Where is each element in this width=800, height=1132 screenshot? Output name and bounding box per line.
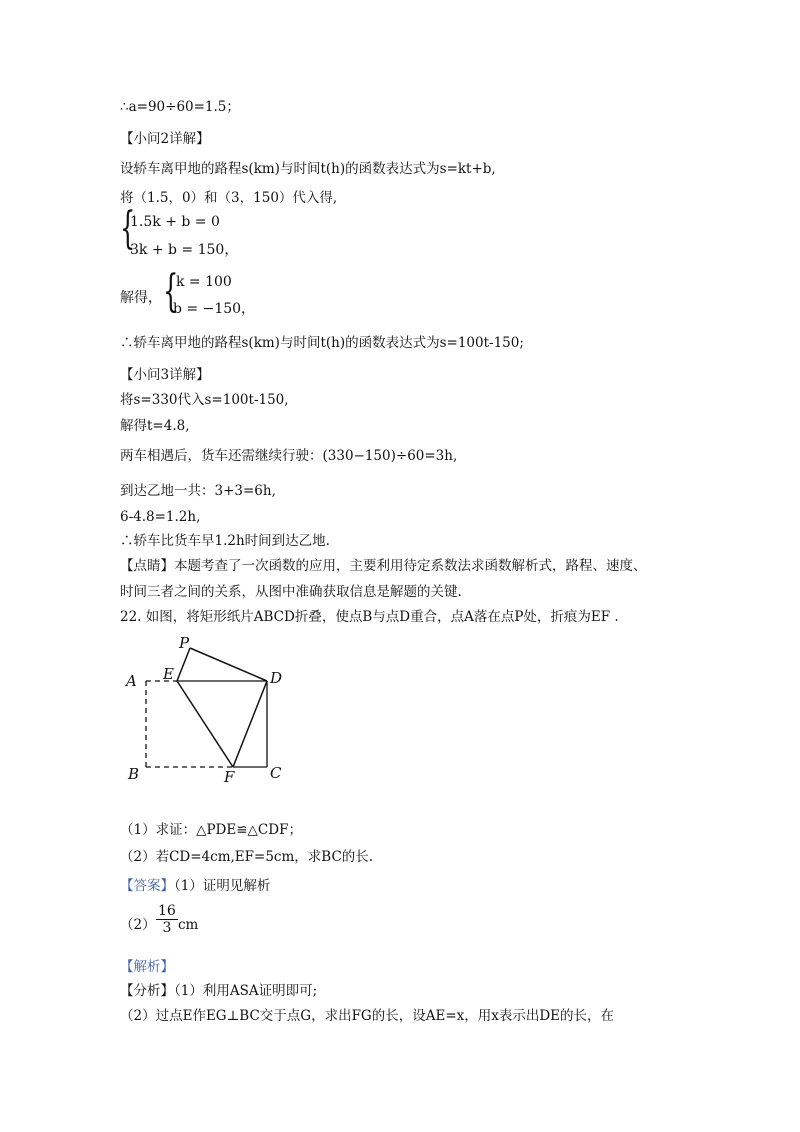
label-B: B: [128, 765, 140, 783]
unit: cm: [178, 917, 199, 933]
text-line: 到达乙地一共：3+3=6h,: [120, 483, 276, 499]
brace: {: [120, 203, 136, 254]
equation-row: 1.5k + b = 0: [130, 214, 220, 230]
edge-DF: [233, 681, 267, 767]
text-line: 设轿车离甲地的路程s(km)与时间t(h)的函数表达式为s=kt+b,: [120, 161, 496, 177]
fold-EF: [177, 681, 233, 767]
label-D: D: [270, 669, 283, 687]
answer-2-prefix: （2）: [120, 917, 156, 933]
label-E: E: [163, 665, 174, 683]
sub-question-2: （2）若CD=4cm,EF=5cm，求BC的长.: [120, 849, 374, 865]
sub-question-1: （1）求证：△PDE≌△CDF；: [120, 822, 302, 838]
answer-line: [120, 876, 270, 896]
text-line: 将s=330代入s=100t-150,: [120, 392, 289, 408]
folding-figure: [120, 636, 320, 786]
equation-row: k = 100: [176, 274, 232, 290]
text-line: 6-4.8=1.2h,: [120, 509, 201, 525]
text-line: 时间三者之间的关系，从图中准确获取信息是解题的关键.: [120, 584, 462, 600]
fraction-numerator: 16: [158, 903, 176, 919]
analysis-heading: 【解析】: [120, 959, 174, 975]
question-title: 22. 如图，将矩形纸片ABCD折叠，使点B与点D重合，点A落在点P处，折痕为EF .: [120, 609, 619, 625]
label-P: P: [179, 636, 190, 652]
edge-EP: [177, 648, 190, 681]
text-line: ∴a=90÷60=1.5；: [120, 99, 240, 115]
edge-PD: [190, 648, 267, 681]
text-line: 【点睛】本题考查了一次函数的应用，主要利用待定系数法求函数解析式，路程、速度、: [120, 558, 647, 574]
equation-row: 3k + b = 150，: [130, 242, 239, 258]
text-line: 将（1.5，0）和（3，150）代入得,: [120, 190, 338, 206]
text-line: ∴轿车比货车早1.2h时间到达乙地.: [120, 533, 330, 549]
answer-label: 【答案】: [120, 878, 174, 894]
brace: {: [163, 266, 179, 317]
analysis-label: 【分析】: [120, 983, 174, 999]
analysis-text: （1）利用ASA证明即可;: [174, 983, 318, 999]
text-line: 解得t=4.8,: [120, 418, 190, 434]
answer-1: （1）证明见解析: [174, 878, 271, 894]
label-A: A: [126, 672, 137, 690]
solution-prefix: 解得，: [120, 290, 162, 306]
label-C: C: [270, 764, 282, 782]
label-F: F: [224, 768, 235, 786]
fraction-denominator: 3: [162, 920, 172, 936]
section-heading: 【小问2详解】: [120, 131, 210, 147]
text-line: ∴轿车离甲地的路程s(km)与时间t(h)的函数表达式为s=100t-150;: [120, 335, 524, 351]
analysis-line: [120, 981, 317, 1001]
section-heading: 【小问3详解】: [120, 367, 210, 383]
equation-row: b = −150，: [173, 301, 256, 317]
fraction: [156, 903, 178, 936]
analysis-line-2: （2）过点E作EG⊥BC交于点G，求出FG的长，设AE=x，用x表示出DE的长，在: [120, 1008, 615, 1024]
text-line: 两车相遇后，货车还需继续行驶：(330−150)÷60=3h,: [120, 448, 458, 464]
